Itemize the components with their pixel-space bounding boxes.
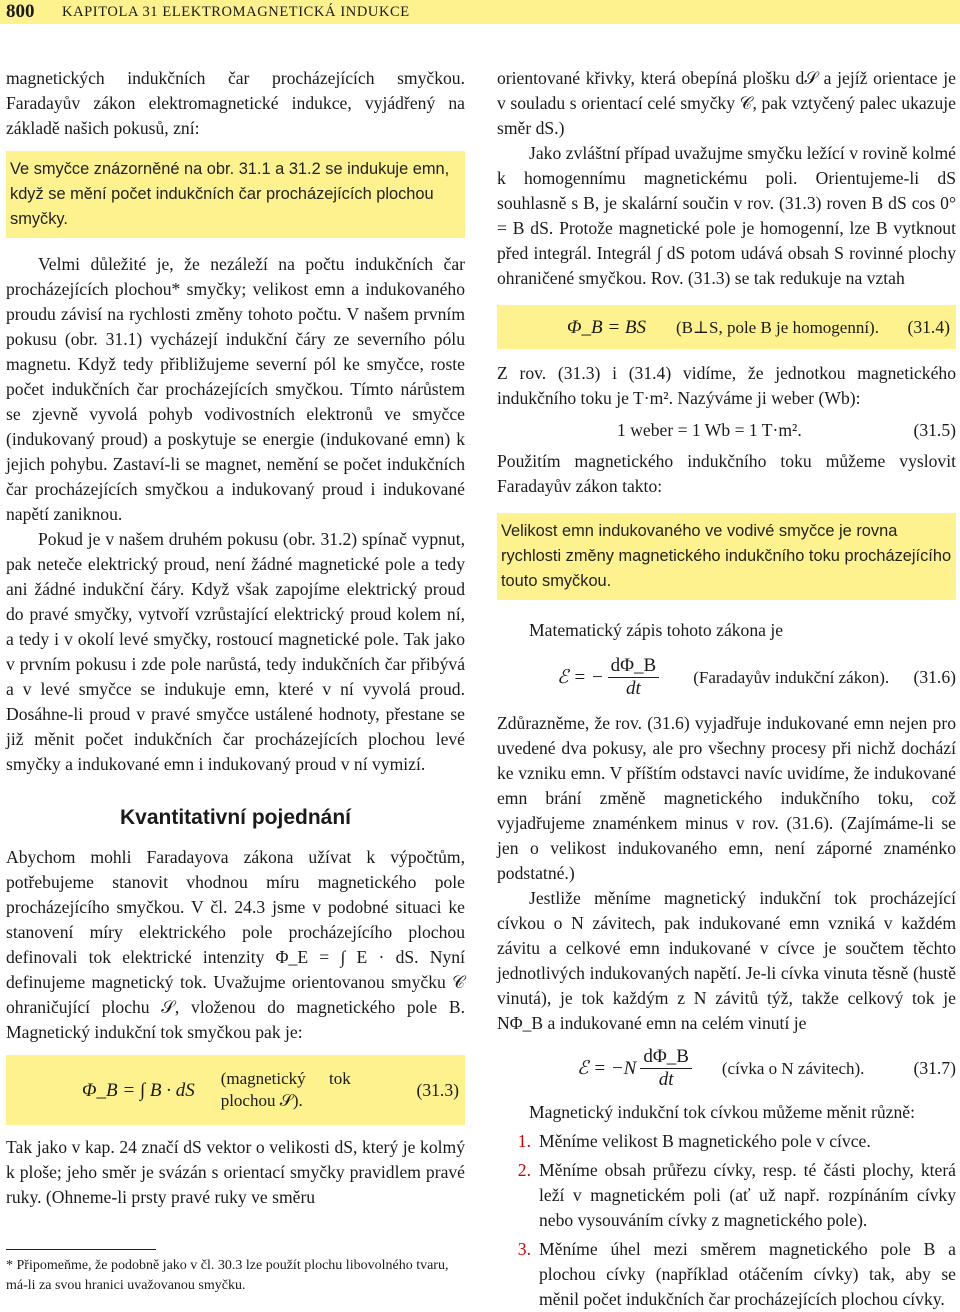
fraction-numerator: dΦ_B [608, 655, 660, 678]
equation-label: (magnetický tok plochou 𝒮). [220, 1069, 351, 1110]
footnote: * Připomeňme, že podobně jako v čl. 30.3 lze použít plochu libovolného tvaru, má-li za svou hranici uvažovanou smyčku. [6, 1258, 449, 1293]
equation-label: (Faradayův indukční zákon). [693, 667, 890, 687]
equation-lhs: Φ_B = ∫ B · dS [82, 1079, 195, 1101]
list-number: 3. [517, 1239, 531, 1259]
right-column [497, 66, 956, 1312]
page-header [0, 0, 960, 24]
section-heading: Kvantitativní pojednání [119, 806, 352, 829]
fraction [608, 655, 660, 700]
equation-lhs: ℰ = − [557, 666, 604, 688]
paragraph: Magnetický indukční tok cívkou můžeme měnit různě: [529, 1102, 915, 1122]
equation-31-7 [497, 1040, 956, 1096]
equation-number: (31.3) [416, 1079, 459, 1100]
list-item [497, 1129, 956, 1154]
fraction-denominator: dt [658, 1068, 674, 1090]
equation-number: (31.5) [913, 419, 956, 440]
chapter-title: KAPITOLA 31 ELEKTROMAGNETICKÁ INDUKCE [62, 4, 410, 20]
fraction-numerator: dΦ_B [640, 1046, 692, 1069]
paragraph: Jako zvláštní případ uvažujme smyčku ležící v rovině kolmé k homogennímu magnetickému poli. Orientujeme-li dS souhlasně s B, je skalární součin v rov. (31.3) roven B dS cos 0° = B dS. Protože magnetické pole je homogenní, lze B vytknout před integrál. Integrál ∫ dS potom udává obsah S rovinné plochy ohraničené smyčkou. Rov. (31.3) se tak redukuje na vztah [497, 143, 956, 288]
paragraph: orientované křivky, která obepíná plošku d𝒮 a jejíž orientace je v souladu s orientací celé smyčky 𝒞, pak vztyčený palec ukazuje směr dS.) [497, 68, 956, 138]
equation-text: 1 weber = 1 Wb = 1 T·m². [617, 419, 802, 440]
highlight-box: Ve smyčce znázorněné na obr. 31.1 a 31.2 se indukuje emn, když se mění počet indukčních čar procházejících plochou smyčky. [6, 151, 465, 238]
list-item [497, 1237, 956, 1312]
left-column [6, 66, 465, 1210]
equation-31-3 [6, 1055, 465, 1125]
highlight-box: Velikost emn indukovaného ve vodivé smyčce je rovna rychlosti změny magnetického indukčního toku procházejícího touto smyčkou. [497, 513, 956, 600]
page-number: 800 [6, 1, 35, 22]
equation-number: (31.7) [913, 1057, 956, 1078]
paragraph: Použitím magnetického indukčního toku můžeme vyslovit Faradayův zákon takto: [497, 451, 956, 496]
equation-lhs: Φ_B = BS [567, 316, 646, 338]
paragraph: Velmi důležité je, že nezáleží na počtu indukčních čar procházejících plochou* smyčky; velikost emn a indukovaného proudu závisí na rychlosti změny tohoto počtu. V našem prvním pokusu (obr. 31.1) vycházejí indukční čáry ze severního pólu magnetu. Když tedy přibližujeme severní pól ke smyčce, roste počet indukčních čar procházejících smyčkou. Tímto nárůstem se zjevně vyvolá pohyb vodivostních elektronů ve smyčce (indukovaný proud) a poskytuje se energie (indukované emn) k jejich pohybu. Zastaví-li se magnet, nemění se počet indukčních čar procházejících smyčkou a indukovaný proud i indukované napětí zaniknou. [6, 254, 465, 524]
equation-number: (31.4) [907, 316, 950, 337]
equation-label: (B⊥S, pole B je homogenní). [676, 317, 879, 337]
equation-31-6 [497, 649, 956, 705]
list-number: 1. [517, 1131, 531, 1151]
paragraph: Z rov. (31.3) i (31.4) vidíme, že jednotkou magnetického indukčního toku je T·m². Nazýváme ji weber (Wb): [497, 363, 956, 408]
equation-lhs: ℰ = −N [577, 1057, 637, 1079]
list-item [497, 1158, 956, 1233]
paragraph: Abychom mohli Faradayova zákona užívat k výpočtům, potřebujeme stanovit vhodnou míru magnetického pole procházejícího smyčkou. V čl. 24.3 jsme v podobné situaci ke stanovení míry elektrického pole procházejícího plochou definovali tok elektrické intenzity Φ_E = ∫ E · dS. Nyní definujeme magnetický tok. Uvažujme orientovanou smyčku 𝒞 ohraničující plochu 𝒮, vloženou do magnetického pole B. Magnetický indukční tok smyčkou pak je: [6, 847, 465, 1042]
list-text: Měníme úhel mezi směrem magnetického pole B a plochou cívky (například otáčením cívky) tak, aby se měnil počet indukčních čar procházejících plochou cívky. [539, 1239, 956, 1309]
equation-number: (31.6) [913, 666, 956, 687]
paragraph: Tak jako v kap. 24 značí dS vektor o velikosti dS, který je kolmý k ploše; jeho směr je svázán s orientací smyčky pravidlem pravé ruky. (Ohneme-li prsty pravé ruky ve směru [6, 1137, 465, 1207]
equation-label: (cívka o N závitech). [721, 1058, 865, 1078]
paragraph: Matematický zápis tohoto zákona je [529, 620, 784, 640]
fraction [640, 1046, 692, 1091]
footnote-rule [6, 1249, 156, 1250]
list-number: 2. [517, 1160, 531, 1180]
list-text: Měníme velikost B magnetického pole v cívce. [539, 1131, 871, 1151]
list-text: Měníme obsah průřezu cívky, resp. té části plochy, která leží v magnetickém poli (ať už např. rozpínáním cívky nebo vysouváním cívky z magnetického pole). [539, 1160, 956, 1230]
equation-31-5 [497, 415, 956, 445]
paragraph: magnetických indukčních čar procházejících smyčkou. Faradayův zákon elektromagnetické indukce, vyjádřený na základě našich pokusů, zní: [6, 68, 465, 138]
paragraph: Pokud je v našem druhém pokusu (obr. 31.2) spínač vypnut, pak neteče elektrický proud, není žádné magnetické pole a tedy ani žádné indukční čáry. Když však zapojíme elektrický proud do pravé smyčky, vytvoří vzrůstající elektrický proud kolem ní, a tedy i v okolí levé smyčky, rostoucí magnetické pole. Tak jako v prvním pokusu i zde pole narůstá, tedy indukčních čar přibývá a v levé smyčce se indukuje emn, které v ní vyvolá proud. Dosáhne-li proud v pravé smyčce ustálené hodnoty, přestane se již měnit počet indukčních čar procházejících plochou levé smyčky a indukované emn i indukovaný proud v ní vymizí. [6, 529, 465, 774]
paragraph: Zdůrazněme, že rov. (31.6) vyjadřuje indukované emn nejen pro uvedené dva pokusy, ale pro všechny procesy při nichž dochází ke vzniku emn. V příštím odstavci navíc uvidíme, že indukované emn brání změně magnetického indukčního toku, což vyjadřujeme znaménkem minus v rov. (31.6). (Zajímáme-li se jen o velikost indukovaného emn, není záporné znaménko podstatné.) [497, 713, 956, 883]
equation-31-4 [497, 305, 956, 349]
paragraph: Jestliže měníme magnetický indukční tok procházející cívkou o N závitech, pak indukované emn vzniká v každém závitu a celkové emn indukované v cívce je součtem těchto jednotlivých indukovaných napětí. Je-li cívka vinuta těsně (hustě vinutá), je tok každým z N závitů týž, takže celkový tok je NΦ_B a indukované emn na celém vinutí je [497, 888, 956, 1033]
fraction-denominator: dt [626, 677, 641, 699]
